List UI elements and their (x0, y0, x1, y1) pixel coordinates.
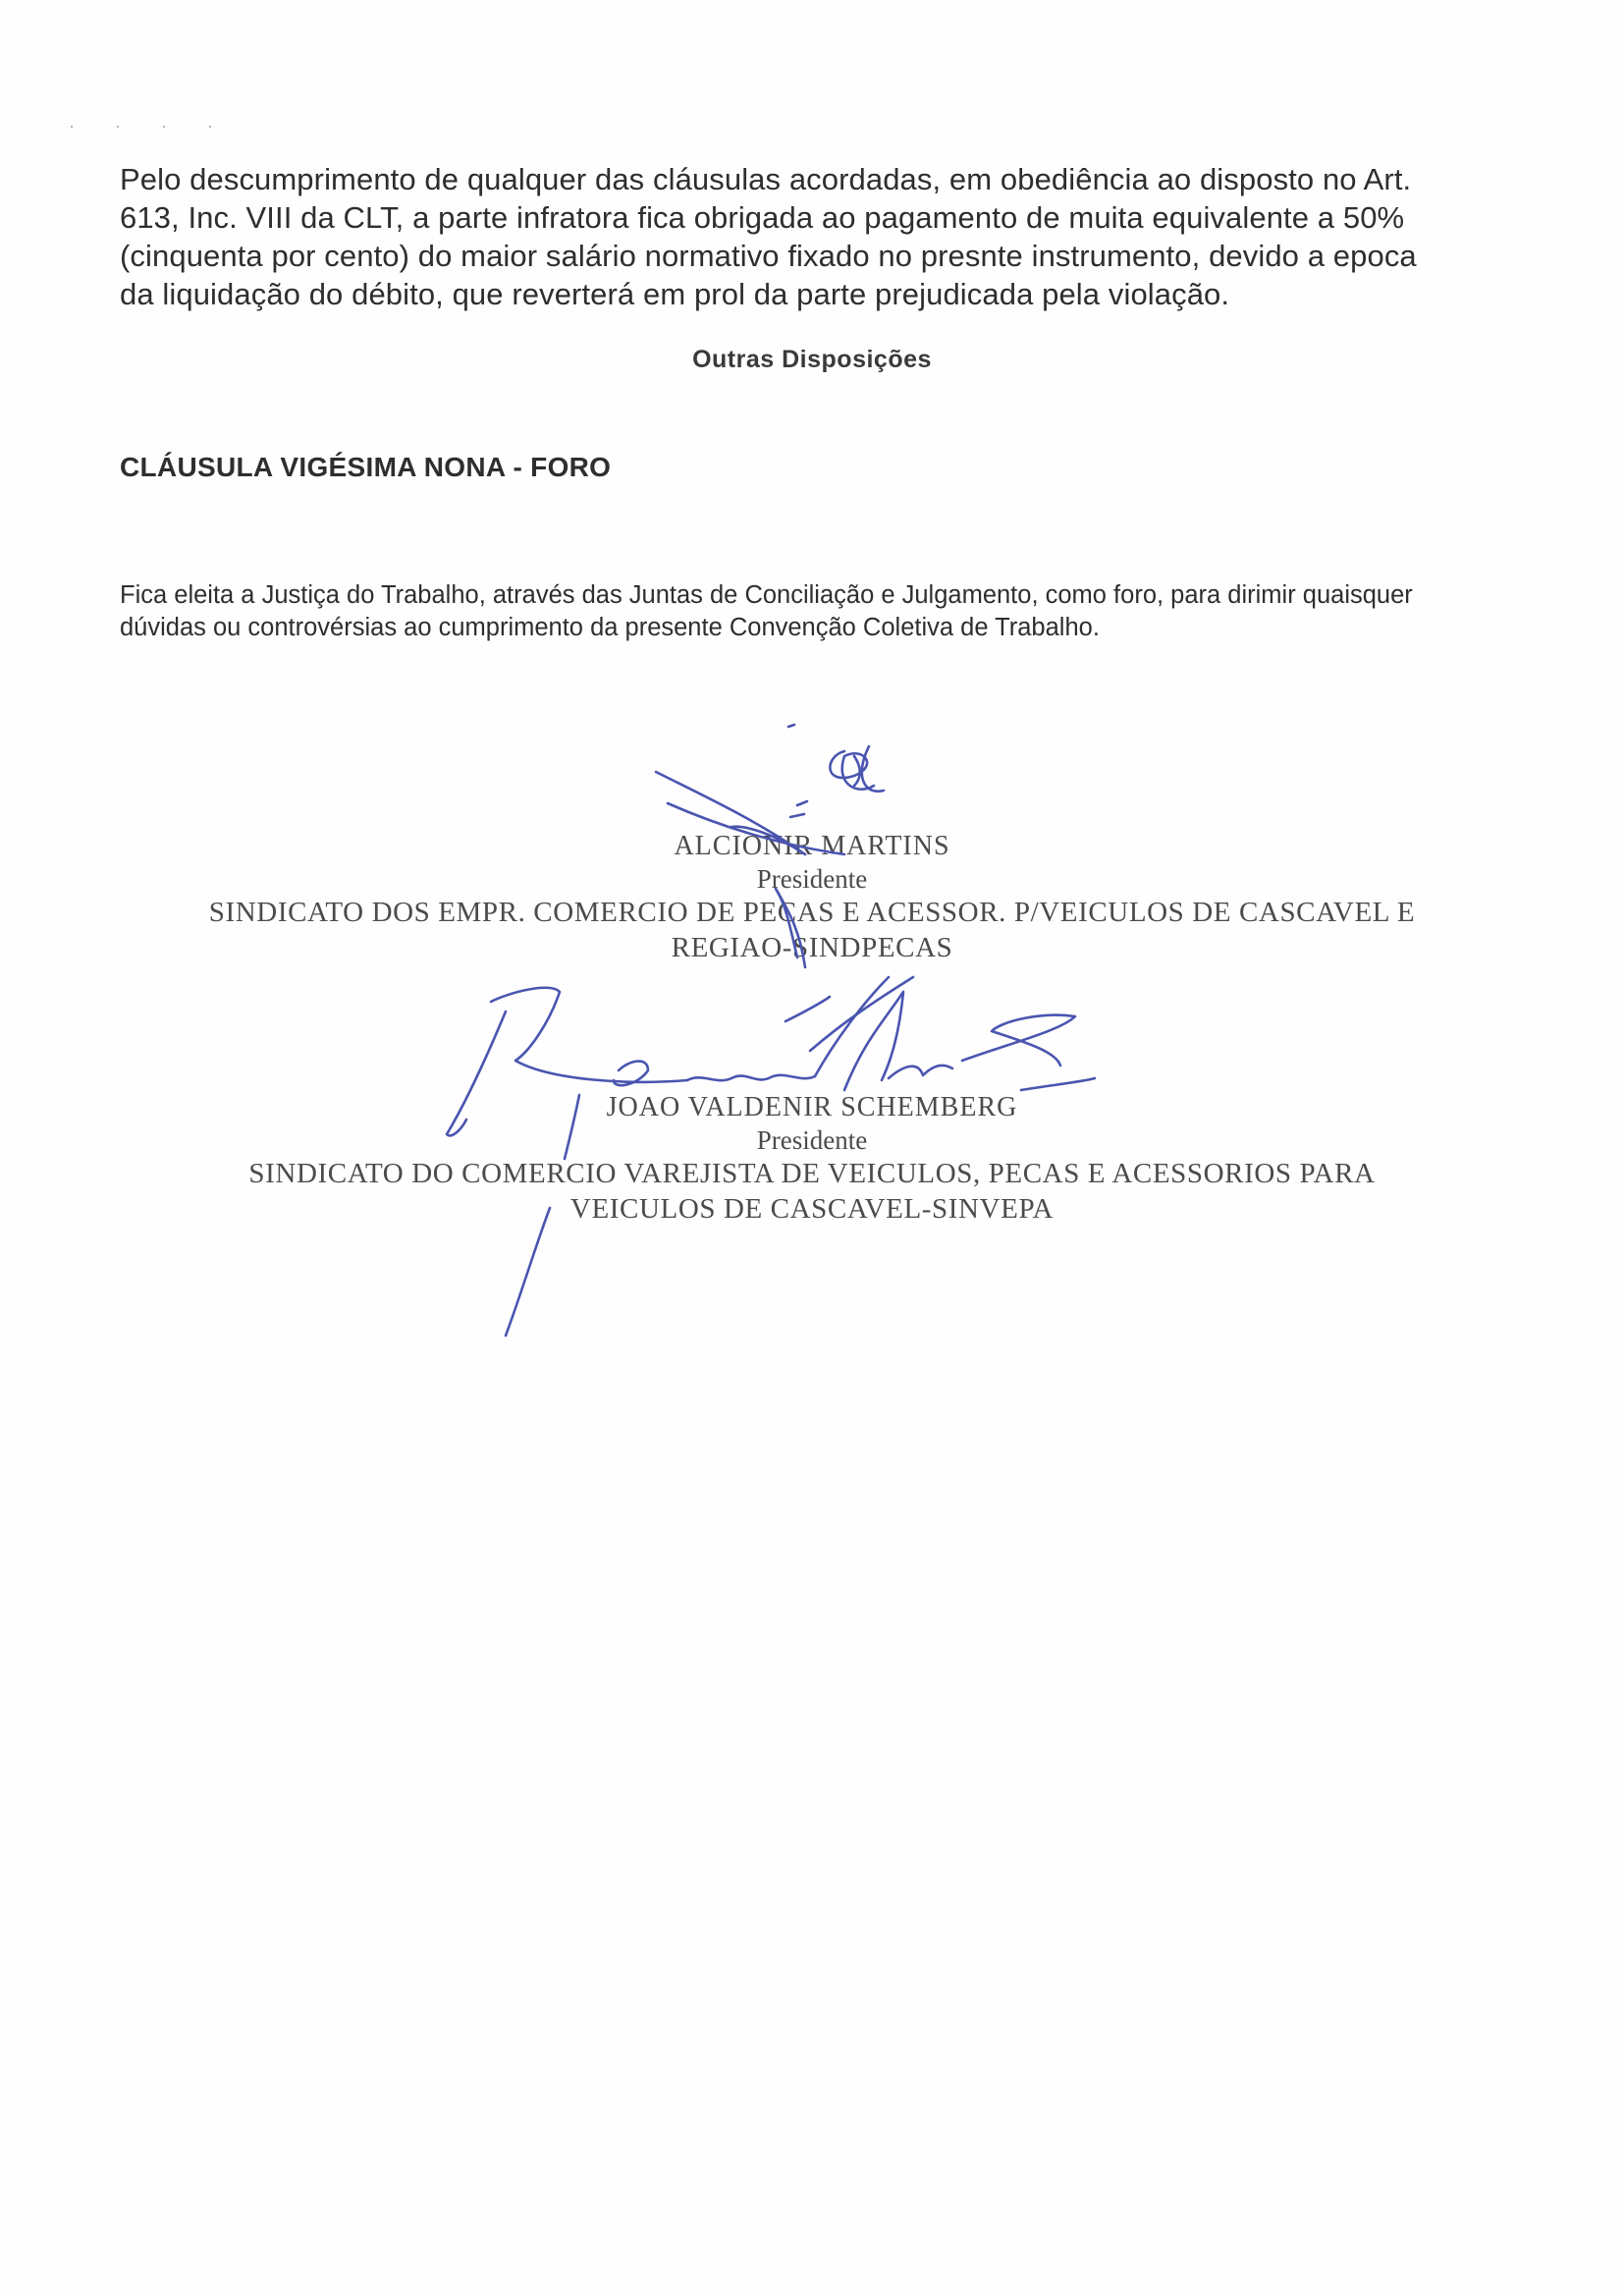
forum-paragraph: Fica eleita a Justiça do Trabalho, através das Juntas de Conciliação e Julgamento, como foro, para dirimir quaisquer dúvidas ou controvérsias ao cumprimento da presente Convenção Coletiva de Trabalho. (120, 581, 1413, 641)
signatory-org-2-line1: SINDICATO DO COMERCIO VAREJISTA DE VEICULOS, PECAS E ACESSORIOS PARA (248, 1158, 1376, 1189)
section-heading: Outras Disposições (692, 346, 932, 373)
signatory-role-2: Presidente (756, 1125, 868, 1155)
signatory-org-1-line1: SINDICATO DOS EMPR. COMERCIO DE PECAS E ACESSOR. P/VEICULOS DE CASCAVEL E (208, 897, 1416, 928)
signature-block-1 (0, 830, 1624, 965)
signatory-name-2: JOAO VALDENIR SCHEMBERG (606, 1092, 1018, 1122)
signatory-role-1: Presidente (756, 864, 868, 894)
signatory-org-1-line2: REGIAO-SINDPECAS (671, 932, 953, 963)
signatory-org-2-line2: VEICULOS DE CASCAVEL-SINVEPA (569, 1193, 1055, 1225)
signatory-name-1: ALCIONIR MARTINS (674, 831, 950, 861)
penalty-paragraph: Pelo descumprimento de qualquer das cláusulas acordadas, em obediência ao disposto no Art. 613, Inc. VIII da CLT, a parte infratora fica obrigada ao pagamento de muita equivalente a 50% (cinquenta por cento) do maior salário normativo fixado no presnte instrumento, devido a epoca da liquidação do débito, que reverterá em prol da parte prejudicada pela violação. (120, 162, 1417, 311)
signature-block-2 (0, 1091, 1624, 1227)
clause-title: CLÁUSULA VIGÉSIMA NONA - FORO (120, 452, 612, 482)
scan-speck: · · · · (69, 116, 231, 136)
